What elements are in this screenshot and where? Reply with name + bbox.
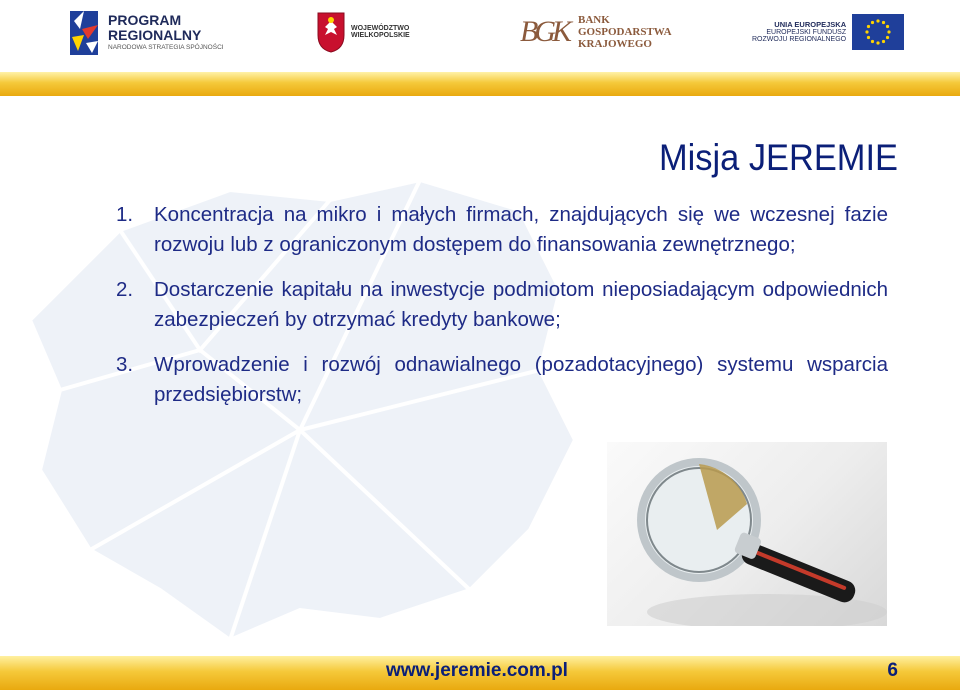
top-decorative-bar [0, 72, 960, 96]
eu-star [888, 30, 891, 33]
logo-program-regionalny [68, 4, 224, 60]
eu-line3: ROZWOJU REGIONALNEGO [752, 35, 847, 43]
eu-star [867, 36, 870, 39]
item-text: Dostarczenie kapitału na inwestycje podmiotom nieposiadającym odpowiednich zabezpieczeń by otrzymać kredyty bankowe; [154, 278, 888, 331]
eu-star [866, 30, 869, 33]
mission-item-1 [112, 200, 888, 260]
eu-line1: UNIA EUROPEJSKA [774, 20, 847, 30]
bgk-line2: GOSPODARSTWA [578, 25, 672, 38]
program-line2: REGIONALNY [108, 26, 202, 43]
page-number: 6 [887, 660, 898, 681]
eu-star [886, 36, 889, 39]
eu-star [882, 21, 885, 24]
eu-star [871, 40, 874, 43]
logo-wojewodztwo [316, 4, 410, 60]
eu-star [886, 25, 889, 28]
eu-star [882, 40, 885, 43]
eu-star [871, 21, 874, 24]
program-line3: NARODOWA STRATEGIA SPÓJNOŚCI [108, 44, 224, 52]
item-number: 2. [116, 278, 134, 301]
logo-bar [0, 0, 960, 66]
mission-list [112, 200, 888, 410]
eu-star [877, 41, 880, 44]
program-regionalny-icon [68, 7, 102, 57]
coat-of-arms-icon [316, 11, 346, 53]
mission-item-3 [112, 350, 888, 410]
bgk-line1: BANK [578, 13, 610, 26]
magnifier-coin-photo [607, 442, 887, 626]
program-line1: PROGRAM [108, 11, 182, 28]
mission-item-2 [112, 275, 888, 335]
eu-star [877, 19, 880, 22]
logo-eu [752, 4, 904, 60]
eu-line2: EUROPEJSKI FUNDUSZ [766, 28, 847, 36]
item-text: Wprowadzenie i rozwój odnawialnego (pozadotacyjnego) systemu wsparcia przedsiębiorstw; [154, 353, 888, 406]
eu-star [867, 25, 870, 28]
bgk-monogram: BGK [520, 15, 568, 48]
wojewodztwo-line1: WOJEWÓDZTWO [351, 24, 410, 32]
item-number: 1. [116, 203, 134, 226]
item-text: Koncentracja na mikro i małych firmach, znajdujących się we wczesnej fazie rozwoju lub z ograniczonym dostępem do finansowania zewnętrznego; [154, 203, 888, 256]
footer-website-link[interactable]: www.jeremie.com.pl [386, 660, 568, 681]
logo-bgk [520, 4, 672, 60]
wojewodztwo-line2: WIELKOPOLSKIE [351, 32, 410, 39]
eu-flag-icon [852, 14, 904, 50]
bgk-line3: KRAJOWEGO [578, 38, 652, 51]
item-number: 3. [116, 353, 134, 376]
slide-title: Misja JEREMIE [659, 136, 898, 178]
magnifying-glass-icon [607, 442, 887, 626]
